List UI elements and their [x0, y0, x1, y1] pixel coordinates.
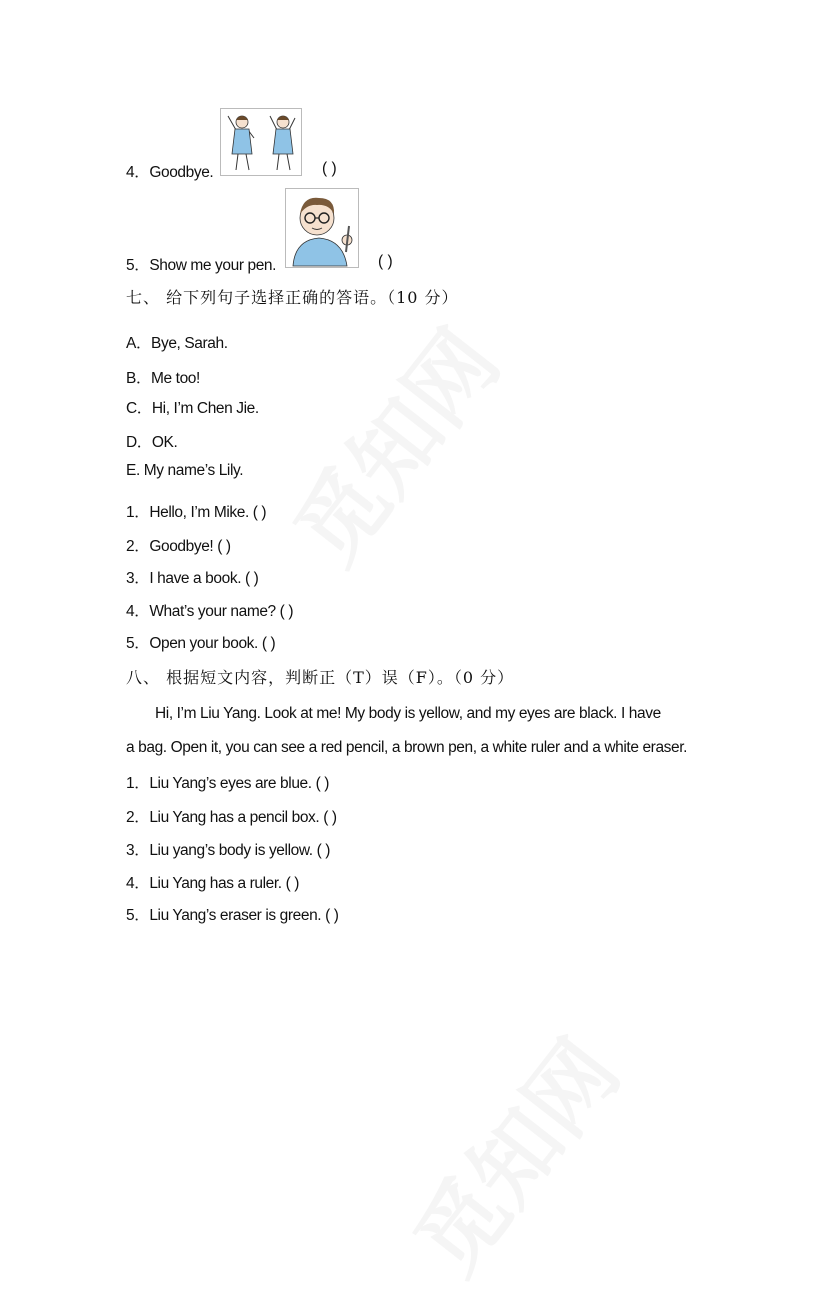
watermark: 觅知网: [275, 311, 519, 583]
s7-question-3[interactable]: 3．I have a book. ( ): [126, 570, 259, 587]
s7-question-5[interactable]: 5．Open your book. ( ): [126, 635, 276, 652]
section-8-heading: 八、 根据短文内容，判断正（T）误（F）。（0 分）: [126, 668, 515, 687]
s8-question-1[interactable]: 1．Liu Yang’s eyes are blue. ( ): [126, 775, 330, 792]
picture-item-5: 5．Show me your pen.: [126, 257, 277, 274]
section-7-heading: 七、 给下列句子选择正确的答语。（10 分）: [126, 288, 459, 307]
s7-question-1[interactable]: 1．Hello, I’m Mike. ( ): [126, 504, 267, 521]
s8-question-4[interactable]: 4．Liu Yang has a ruler. ( ): [126, 875, 300, 892]
watermark: 觅知网: [395, 1021, 639, 1293]
s8-question-2[interactable]: 2．Liu Yang has a pencil box. ( ): [126, 809, 337, 826]
option-d: D．OK.: [126, 434, 178, 451]
answer-blank-5[interactable]: ( ): [378, 253, 393, 270]
answer-blank-4[interactable]: ( ): [322, 160, 337, 177]
option-a: A．Bye, Sarah.: [126, 335, 228, 352]
option-c: C．Hi, I’m Chen Jie.: [126, 400, 259, 417]
passage-line-2: a bag. Open it, you can see a red pencil, a brown pen, a white ruler and a white eraser.: [126, 739, 688, 756]
s8-question-5[interactable]: 5．Liu Yang’s eraser is green. ( ): [126, 907, 339, 924]
boy-with-pen-illustration: [285, 188, 359, 268]
waving-girls-illustration: [220, 108, 302, 176]
option-b: B．Me too!: [126, 370, 200, 387]
picture-item-4: 4．Goodbye.: [126, 164, 214, 181]
s8-question-3[interactable]: 3．Liu yang’s body is yellow. ( ): [126, 842, 331, 859]
option-e: E. My name’s Lily.: [126, 462, 244, 479]
passage-line-1: Hi, I’m Liu Yang. Look at me! My body is yellow, and my eyes are black. I have: [155, 705, 661, 722]
s7-question-4[interactable]: 4．What’s your name? ( ): [126, 603, 294, 620]
s7-question-2[interactable]: 2．Goodbye! ( ): [126, 538, 231, 555]
